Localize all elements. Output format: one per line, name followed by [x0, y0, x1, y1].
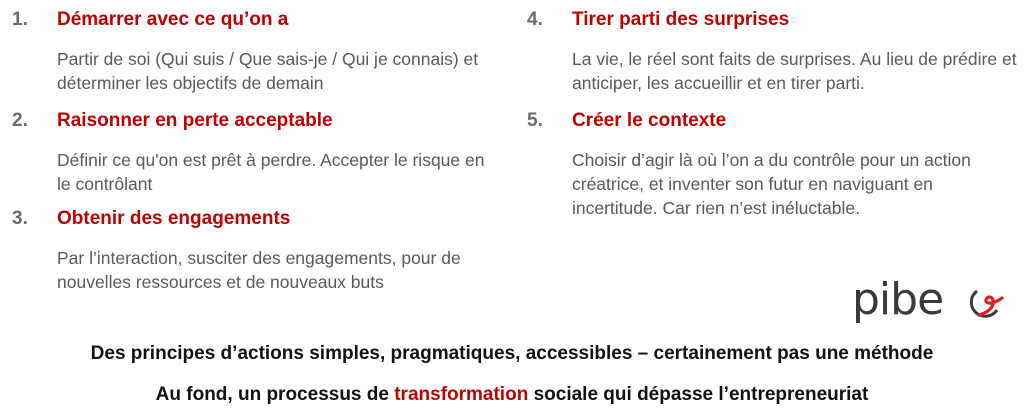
pibeos-logo: [852, 274, 1002, 328]
principle-number: 1.: [12, 9, 28, 30]
principle-description: Définir ce qu'on est prêt à perdre. Accepter le risque en le contrôlant: [57, 150, 485, 194]
logo-wordmark: pibe: [852, 274, 944, 325]
principle-title: Raisonner en perte acceptable: [57, 110, 333, 131]
principle-description: Choisir d’agir là où l’on a du contrôle pour un action créatrice, et inventer son futur en naviguant en incertitude. Car rien n’est inéluctable.: [572, 150, 971, 218]
principle-description: Par l’interaction, susciter des engagements, pour de nouvelles ressources et de nouveaux buts: [57, 248, 461, 292]
os-logo-icon: [964, 284, 1004, 324]
footer-conclusion: [0, 384, 1024, 406]
principle-description: Partir de soi (Qui suis / Que sais-je / Qui je connais) et déterminer les objectifs de demain: [57, 49, 479, 93]
principle-title: Tirer parti des surprises: [572, 9, 790, 30]
principle-title: Démarrer avec ce qu’on a: [57, 9, 289, 30]
footer-text-after: sociale qui dépasse l’entrepreneuriat: [528, 384, 869, 405]
principle-title: Obtenir des engagements: [57, 208, 291, 229]
principle-number: 2.: [12, 110, 28, 131]
principle-number: 3.: [12, 208, 28, 229]
footer-text-before: Au fond, un processus de: [155, 384, 395, 405]
principle-number: 4.: [527, 9, 543, 30]
footer-highlight: transformation: [394, 384, 529, 405]
principle-title: Créer le contexte: [572, 110, 727, 131]
footer-tagline: Des principes d’actions simples, pragmatiques, accessibles – certainement pas une méthode: [90, 343, 934, 364]
principle-description: La vie, le réel sont faits de surprises. Au lieu de prédire et anticiper, les accueillir et en tirer parti.: [572, 49, 1017, 93]
principle-number: 5.: [527, 110, 543, 131]
